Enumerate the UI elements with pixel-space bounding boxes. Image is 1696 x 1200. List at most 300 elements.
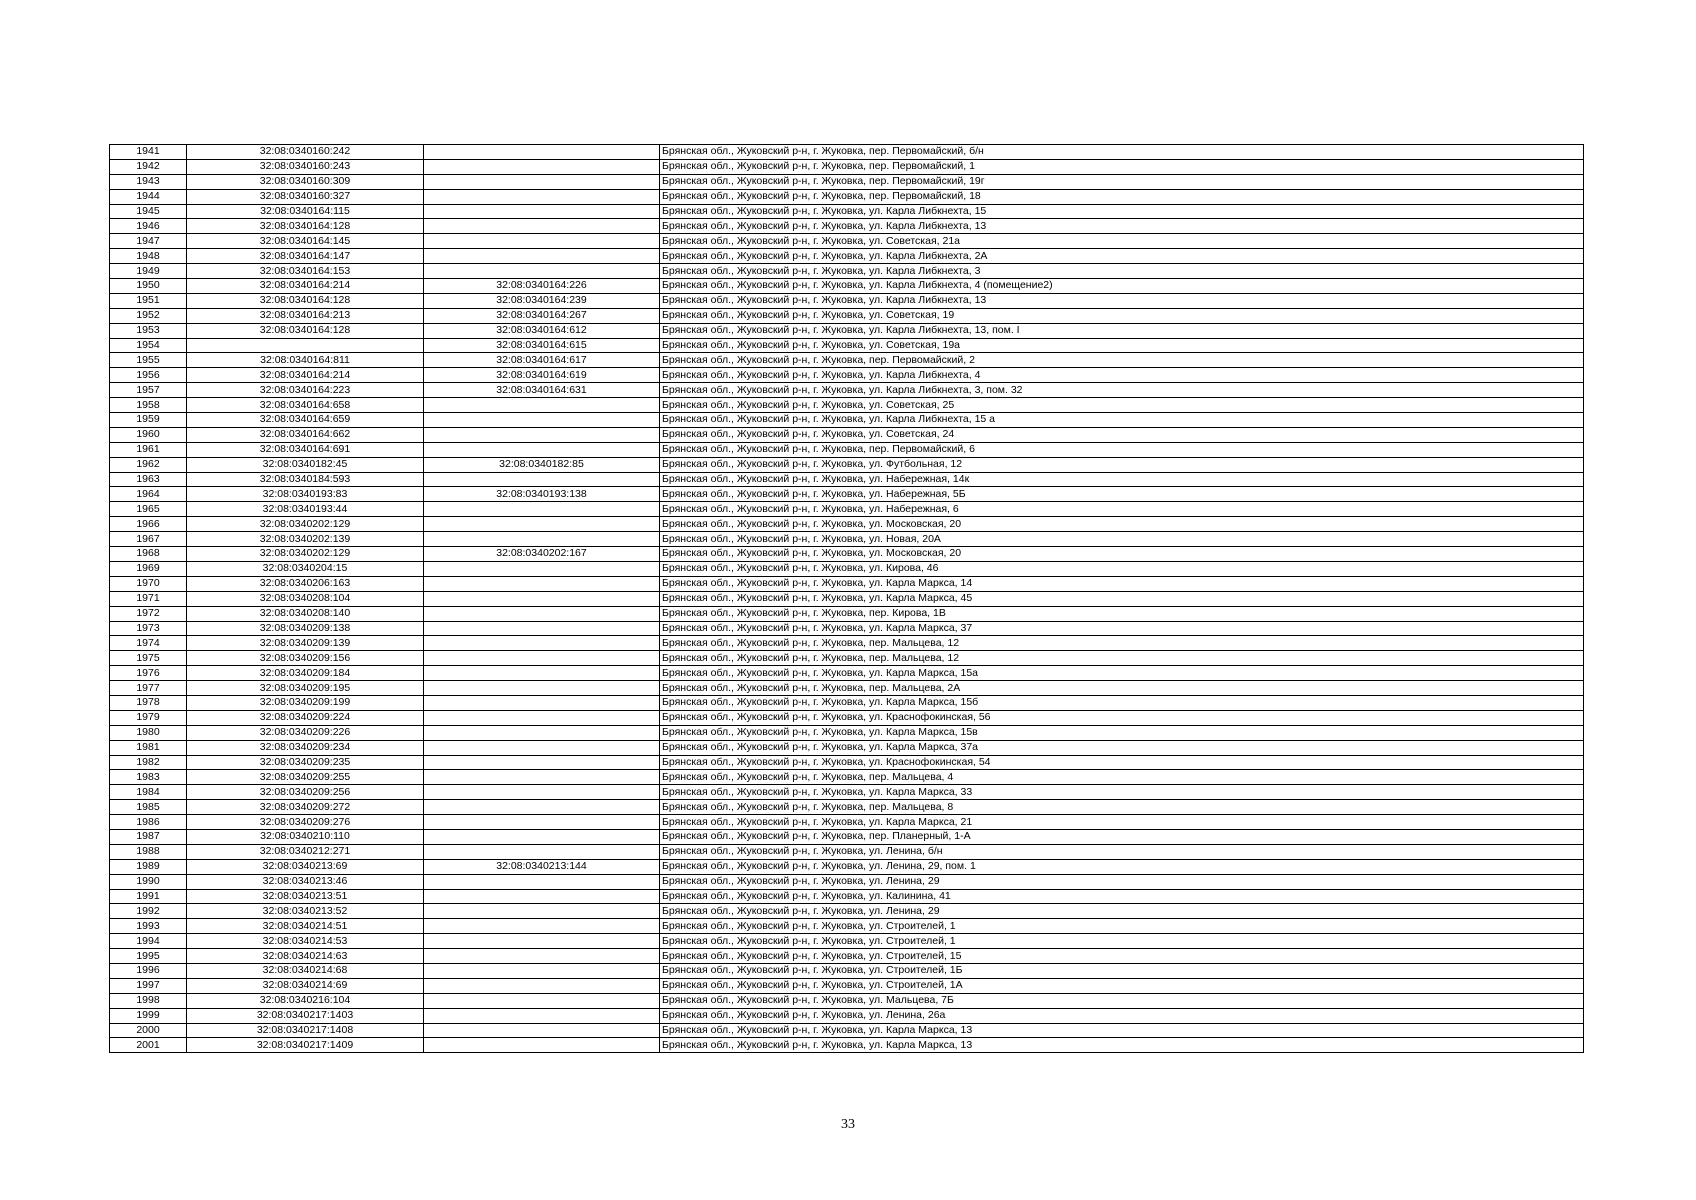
object-cadastral-number-cell: 32:08:0340193:138	[424, 487, 660, 502]
cadastral-number-cell: 32:08:0340209:199	[187, 695, 424, 710]
cadastral-number-cell: 32:08:0340164:691	[187, 442, 424, 457]
row-number-cell: 1957	[110, 383, 187, 398]
row-number-cell: 1969	[110, 561, 187, 576]
cadastral-number-cell: 32:08:0340206:163	[187, 576, 424, 591]
address-cell: Брянская обл., Жуковский р-н, г. Жуковка, ул. Карла Маркса, 37а	[660, 740, 1584, 755]
address-cell: Брянская обл., Жуковский р-н, г. Жуковка, ул. Кирова, 46	[660, 561, 1584, 576]
object-cadastral-number-cell	[424, 621, 660, 636]
table-row	[110, 755, 1584, 770]
row-number-cell: 1962	[110, 457, 187, 472]
address-cell: Брянская обл., Жуковский р-н, г. Жуковка, ул. Краснофокинская, 56	[660, 710, 1584, 725]
cadastral-number-cell: 32:08:0340217:1408	[187, 1023, 424, 1038]
address-cell: Брянская обл., Жуковский р-н, г. Жуковка, ул. Ленина, 29	[660, 904, 1584, 919]
object-cadastral-number-cell	[424, 442, 660, 457]
table-row	[110, 561, 1584, 576]
cadastral-number-cell: 32:08:0340212:271	[187, 844, 424, 859]
address-cell: Брянская обл., Жуковский р-н, г. Жуковка, ул. Карла Либкнехта, 4 (помещение2)	[660, 279, 1584, 294]
address-cell: Брянская обл., Жуковский р-н, г. Жуковка, ул. Карла Маркса, 14	[660, 576, 1584, 591]
address-cell: Брянская обл., Жуковский р-н, г. Жуковка, пер. Кирова, 1В	[660, 606, 1584, 621]
table-row	[110, 219, 1584, 234]
row-number-cell: 1997	[110, 978, 187, 993]
row-number-cell: 1980	[110, 725, 187, 740]
object-cadastral-number-cell: 32:08:0340213:144	[424, 859, 660, 874]
table-row	[110, 949, 1584, 964]
table-row	[110, 383, 1584, 398]
table-row	[110, 442, 1584, 457]
row-number-cell: 1949	[110, 264, 187, 279]
row-number-cell: 1990	[110, 874, 187, 889]
row-number-cell: 1987	[110, 829, 187, 844]
table-row	[110, 800, 1584, 815]
row-number-cell: 1995	[110, 949, 187, 964]
cadastral-number-cell: 32:08:0340164:659	[187, 413, 424, 428]
object-cadastral-number-cell	[424, 1008, 660, 1023]
cadastral-number-cell: 32:08:0340209:226	[187, 725, 424, 740]
address-cell: Брянская обл., Жуковский р-н, г. Жуковка, пер. Мальцева, 4	[660, 770, 1584, 785]
cadastral-number-cell: 32:08:0340214:53	[187, 934, 424, 949]
table-row	[110, 413, 1584, 428]
table-row	[110, 695, 1584, 710]
cadastral-number-cell: 32:08:0340209:234	[187, 740, 424, 755]
object-cadastral-number-cell: 32:08:0340164:617	[424, 353, 660, 368]
address-cell: Брянская обл., Жуковский р-н, г. Жуковка, пер. Первомайский, 19г	[660, 174, 1584, 189]
address-cell: Брянская обл., Жуковский р-н, г. Жуковка, пер. Мальцева, 12	[660, 636, 1584, 651]
cadastral-number-cell: 32:08:0340209:235	[187, 755, 424, 770]
cadastral-number-cell: 32:08:0340213:51	[187, 889, 424, 904]
row-number-cell: 1950	[110, 279, 187, 294]
object-cadastral-number-cell	[424, 159, 660, 174]
object-cadastral-number-cell	[424, 1023, 660, 1038]
table-row	[110, 547, 1584, 562]
cadastral-number-cell: 32:08:0340164:128	[187, 293, 424, 308]
object-cadastral-number-cell: 32:08:0340202:167	[424, 547, 660, 562]
cadastral-number-cell: 32:08:0340160:309	[187, 174, 424, 189]
object-cadastral-number-cell	[424, 874, 660, 889]
cadastral-number-cell: 32:08:0340164:153	[187, 264, 424, 279]
address-cell: Брянская обл., Жуковский р-н, г. Жуковка, ул. Советская, 19а	[660, 338, 1584, 353]
cadastral-number-cell: 32:08:0340160:327	[187, 189, 424, 204]
cadastral-number-cell: 32:08:0340209:255	[187, 770, 424, 785]
table-row	[110, 502, 1584, 517]
cadastral-number-cell: 32:08:0340164:811	[187, 353, 424, 368]
object-cadastral-number-cell	[424, 725, 660, 740]
object-cadastral-number-cell	[424, 145, 660, 160]
address-cell: Брянская обл., Жуковский р-н, г. Жуковка, пер. Мальцева, 8	[660, 800, 1584, 815]
address-cell: Брянская обл., Жуковский р-н, г. Жуковка, ул. Карла Маркса, 13	[660, 1023, 1584, 1038]
row-number-cell: 1965	[110, 502, 187, 517]
address-cell: Брянская обл., Жуковский р-н, г. Жуковка, ул. Карла Либкнехта, 4	[660, 368, 1584, 383]
address-cell: Брянская обл., Жуковский р-н, г. Жуковка, ул. Ленина, 26а	[660, 1008, 1584, 1023]
row-number-cell: 1996	[110, 963, 187, 978]
object-cadastral-number-cell	[424, 398, 660, 413]
cadastral-number-cell: 32:08:0340202:139	[187, 532, 424, 547]
table-row	[110, 666, 1584, 681]
row-number-cell: 1970	[110, 576, 187, 591]
table-row	[110, 621, 1584, 636]
object-cadastral-number-cell	[424, 1038, 660, 1053]
table-row	[110, 904, 1584, 919]
address-cell: Брянская обл., Жуковский р-н, г. Жуковка, пер. Планерный, 1-А	[660, 829, 1584, 844]
address-cell: Брянская обл., Жуковский р-н, г. Жуковка, ул. Карла Маркса, 33	[660, 785, 1584, 800]
object-cadastral-number-cell	[424, 636, 660, 651]
row-number-cell: 1974	[110, 636, 187, 651]
address-cell: Брянская обл., Жуковский р-н, г. Жуковка, ул. Карла Либкнехта, 15 а	[660, 413, 1584, 428]
table-row	[110, 681, 1584, 696]
address-cell: Брянская обл., Жуковский р-н, г. Жуковка, пер. Мальцева, 12	[660, 651, 1584, 666]
address-cell: Брянская обл., Жуковский р-н, г. Жуковка, ул. Карла Маркса, 13	[660, 1038, 1584, 1053]
object-cadastral-number-cell	[424, 606, 660, 621]
row-number-cell: 1968	[110, 547, 187, 562]
object-cadastral-number-cell: 32:08:0340164:619	[424, 368, 660, 383]
row-number-cell: 1967	[110, 532, 187, 547]
cadastral-number-cell: 32:08:0340164:128	[187, 323, 424, 338]
table-row	[110, 427, 1584, 442]
row-number-cell: 1973	[110, 621, 187, 636]
object-cadastral-number-cell	[424, 234, 660, 249]
address-cell: Брянская обл., Жуковский р-н, г. Жуковка, пер. Первомайский, б/н	[660, 145, 1584, 160]
cadastral-number-cell: 32:08:0340217:1403	[187, 1008, 424, 1023]
address-cell: Брянская обл., Жуковский р-н, г. Жуковка, ул. Московская, 20	[660, 547, 1584, 562]
object-cadastral-number-cell	[424, 963, 660, 978]
table-row	[110, 457, 1584, 472]
table-row	[110, 785, 1584, 800]
object-cadastral-number-cell: 32:08:0340164:612	[424, 323, 660, 338]
address-cell: Брянская обл., Жуковский р-н, г. Жуковка, ул. Мальцева, 7Б	[660, 993, 1584, 1008]
cadastral-number-cell: 32:08:0340209:224	[187, 710, 424, 725]
row-number-cell: 1943	[110, 174, 187, 189]
cadastral-number-cell: 32:08:0340214:68	[187, 963, 424, 978]
cadastral-number-cell: 32:08:0340209:256	[187, 785, 424, 800]
object-cadastral-number-cell	[424, 844, 660, 859]
table-row	[110, 889, 1584, 904]
object-cadastral-number-cell	[424, 740, 660, 755]
row-number-cell: 1954	[110, 338, 187, 353]
cadastral-number-cell: 32:08:0340164:214	[187, 368, 424, 383]
object-cadastral-number-cell	[424, 651, 660, 666]
table-row	[110, 934, 1584, 949]
table-row	[110, 189, 1584, 204]
object-cadastral-number-cell	[424, 264, 660, 279]
table-row	[110, 472, 1584, 487]
table-body	[110, 145, 1584, 1053]
table-row	[110, 338, 1584, 353]
address-cell: Брянская обл., Жуковский р-н, г. Жуковка, ул. Строителей, 1Б	[660, 963, 1584, 978]
row-number-cell: 1960	[110, 427, 187, 442]
row-number-cell: 1944	[110, 189, 187, 204]
table-row	[110, 368, 1584, 383]
object-cadastral-number-cell: 32:08:0340182:85	[424, 457, 660, 472]
address-cell: Брянская обл., Жуковский р-н, г. Жуковка, ул. Строителей, 15	[660, 949, 1584, 964]
table-row	[110, 204, 1584, 219]
cadastral-number-cell: 32:08:0340193:83	[187, 487, 424, 502]
object-cadastral-number-cell	[424, 934, 660, 949]
cadastral-number-cell: 32:08:0340202:129	[187, 517, 424, 532]
table-row	[110, 815, 1584, 830]
table-row	[110, 1038, 1584, 1053]
address-cell: Брянская обл., Жуковский р-н, г. Жуковка, ул. Карла Маркса, 37	[660, 621, 1584, 636]
table-row	[110, 651, 1584, 666]
address-cell: Брянская обл., Жуковский р-н, г. Жуковка, ул. Набережная, 5Б	[660, 487, 1584, 502]
object-cadastral-number-cell	[424, 189, 660, 204]
table-row	[110, 829, 1584, 844]
page-number: 33	[841, 1117, 855, 1132]
cadastral-number-cell: 32:08:0340193:44	[187, 502, 424, 517]
address-cell: Брянская обл., Жуковский р-н, г. Жуковка, ул. Карла Либкнехта, 13	[660, 219, 1584, 234]
row-number-cell: 1947	[110, 234, 187, 249]
address-cell: Брянская обл., Жуковский р-н, г. Жуковка, ул. Карла Либкнехта, 13, пом. I	[660, 323, 1584, 338]
row-number-cell: 1979	[110, 710, 187, 725]
cadastral-number-cell: 32:08:0340164:115	[187, 204, 424, 219]
row-number-cell: 1992	[110, 904, 187, 919]
table-row	[110, 963, 1584, 978]
address-cell: Брянская обл., Жуковский р-н, г. Жуковка, пер. Первомайский, 1	[660, 159, 1584, 174]
address-cell: Брянская обл., Жуковский р-н, г. Жуковка, пер. Мальцева, 2А	[660, 681, 1584, 696]
address-cell: Брянская обл., Жуковский р-н, г. Жуковка, ул. Советская, 24	[660, 427, 1584, 442]
row-number-cell: 1994	[110, 934, 187, 949]
address-cell: Брянская обл., Жуковский р-н, г. Жуковка, ул. Карла Маркса, 15а	[660, 666, 1584, 681]
cadastral-number-cell: 32:08:0340209:272	[187, 800, 424, 815]
address-cell: Брянская обл., Жуковский р-н, г. Жуковка, ул. Советская, 19	[660, 308, 1584, 323]
cadastral-number-cell: 32:08:0340209:156	[187, 651, 424, 666]
table-row	[110, 874, 1584, 889]
object-cadastral-number-cell	[424, 889, 660, 904]
cadastral-number-cell: 32:08:0340214:51	[187, 919, 424, 934]
address-cell: Брянская обл., Жуковский р-н, г. Жуковка, ул. Футбольная, 12	[660, 457, 1584, 472]
address-cell: Брянская обл., Жуковский р-н, г. Жуковка, ул. Советская, 25	[660, 398, 1584, 413]
address-cell: Брянская обл., Жуковский р-н, г. Жуковка, ул. Советская, 21а	[660, 234, 1584, 249]
row-number-cell: 1942	[110, 159, 187, 174]
cadastral-number-cell: 32:08:0340208:104	[187, 591, 424, 606]
table-row	[110, 740, 1584, 755]
row-number-cell: 1958	[110, 398, 187, 413]
row-number-cell: 1953	[110, 323, 187, 338]
cadastral-number-cell: 32:08:0340209:276	[187, 815, 424, 830]
address-cell: Брянская обл., Жуковский р-н, г. Жуковка, ул. Краснофокинская, 54	[660, 755, 1584, 770]
cadastral-number-cell: 32:08:0340214:63	[187, 949, 424, 964]
cadastral-number-cell: 32:08:0340208:140	[187, 606, 424, 621]
cadastral-number-cell: 32:08:0340217:1409	[187, 1038, 424, 1053]
table-row	[110, 174, 1584, 189]
object-cadastral-number-cell	[424, 978, 660, 993]
cadastral-number-cell: 32:08:0340209:195	[187, 681, 424, 696]
table-row	[110, 279, 1584, 294]
row-number-cell: 1989	[110, 859, 187, 874]
object-cadastral-number-cell	[424, 174, 660, 189]
table-row	[110, 234, 1584, 249]
cadastral-number-cell: 32:08:0340213:46	[187, 874, 424, 889]
cadastral-number-cell: 32:08:0340202:129	[187, 547, 424, 562]
row-number-cell: 1993	[110, 919, 187, 934]
address-cell: Брянская обл., Жуковский р-н, г. Жуковка, ул. Карла Маркса, 45	[660, 591, 1584, 606]
address-cell: Брянская обл., Жуковский р-н, г. Жуковка, ул. Ленина, б/н	[660, 844, 1584, 859]
row-number-cell: 1986	[110, 815, 187, 830]
row-number-cell: 1981	[110, 740, 187, 755]
object-cadastral-number-cell	[424, 770, 660, 785]
cadastral-number-cell: 32:08:0340164:145	[187, 234, 424, 249]
row-number-cell: 1941	[110, 145, 187, 160]
address-cell: Брянская обл., Жуковский р-н, г. Жуковка, ул. Карла Маркса, 21	[660, 815, 1584, 830]
cadastral-number-cell: 32:08:0340209:184	[187, 666, 424, 681]
table-row	[110, 293, 1584, 308]
address-cell: Брянская обл., Жуковский р-н, г. Жуковка, ул. Строителей, 1А	[660, 978, 1584, 993]
table-row	[110, 532, 1584, 547]
table-row	[110, 264, 1584, 279]
cadastral-number-cell: 32:08:0340164:658	[187, 398, 424, 413]
object-cadastral-number-cell	[424, 785, 660, 800]
object-cadastral-number-cell: 32:08:0340164:615	[424, 338, 660, 353]
object-cadastral-number-cell	[424, 517, 660, 532]
address-cell: Брянская обл., Жуковский р-н, г. Жуковка, пер. Первомайский, 18	[660, 189, 1584, 204]
row-number-cell: 1948	[110, 249, 187, 264]
table-row	[110, 978, 1584, 993]
address-cell: Брянская обл., Жуковский р-н, г. Жуковка, ул. Карла Либкнехта, 15	[660, 204, 1584, 219]
row-number-cell: 1945	[110, 204, 187, 219]
cadastral-number-cell: 32:08:0340210:110	[187, 829, 424, 844]
address-cell: Брянская обл., Жуковский р-н, г. Жуковка, ул. Ленина, 29, пом. 1	[660, 859, 1584, 874]
cadastral-number-cell: 32:08:0340209:138	[187, 621, 424, 636]
table-row	[110, 710, 1584, 725]
object-cadastral-number-cell	[424, 413, 660, 428]
address-cell: Брянская обл., Жуковский р-н, г. Жуковка, ул. Новая, 20А	[660, 532, 1584, 547]
cadastral-number-cell: 32:08:0340214:69	[187, 978, 424, 993]
address-cell: Брянская обл., Жуковский р-н, г. Жуковка, ул. Карла Либкнехта, 3, пом. 32	[660, 383, 1584, 398]
address-cell: Брянская обл., Жуковский р-н, г. Жуковка, ул. Калинина, 41	[660, 889, 1584, 904]
table-row	[110, 576, 1584, 591]
object-cadastral-number-cell	[424, 815, 660, 830]
object-cadastral-number-cell	[424, 755, 660, 770]
row-number-cell: 1961	[110, 442, 187, 457]
cadastral-number-cell: 32:08:0340184:593	[187, 472, 424, 487]
address-cell: Брянская обл., Жуковский р-н, г. Жуковка, ул. Карла Либкнехта, 3	[660, 264, 1584, 279]
object-cadastral-number-cell	[424, 532, 660, 547]
row-number-cell: 1951	[110, 293, 187, 308]
object-cadastral-number-cell	[424, 576, 660, 591]
table-row	[110, 770, 1584, 785]
address-cell: Брянская обл., Жуковский р-н, г. Жуковка, ул. Набережная, 14к	[660, 472, 1584, 487]
table-row	[110, 1008, 1584, 1023]
object-cadastral-number-cell	[424, 904, 660, 919]
table-row	[110, 844, 1584, 859]
object-cadastral-number-cell	[424, 695, 660, 710]
address-cell: Брянская обл., Жуковский р-н, г. Жуковка, ул. Карла Маркса, 15в	[660, 725, 1584, 740]
table-row	[110, 591, 1584, 606]
table-row	[110, 487, 1584, 502]
cadastral-number-cell: 32:08:0340182:45	[187, 457, 424, 472]
row-number-cell: 1952	[110, 308, 187, 323]
cadastral-number-cell: 32:08:0340213:52	[187, 904, 424, 919]
cadastral-number-cell: 32:08:0340204:15	[187, 561, 424, 576]
address-cell: Брянская обл., Жуковский р-н, г. Жуковка, пер. Первомайский, 6	[660, 442, 1584, 457]
row-number-cell: 1955	[110, 353, 187, 368]
address-cell: Брянская обл., Жуковский р-н, г. Жуковка, пер. Первомайский, 2	[660, 353, 1584, 368]
table-row	[110, 308, 1584, 323]
cadastral-number-cell: 32:08:0340216:104	[187, 993, 424, 1008]
address-cell: Брянская обл., Жуковский р-н, г. Жуковка, ул. Набережная, 6	[660, 502, 1584, 517]
row-number-cell: 1964	[110, 487, 187, 502]
cadastral-number-cell: 32:08:0340164:128	[187, 219, 424, 234]
row-number-cell: 1966	[110, 517, 187, 532]
object-cadastral-number-cell	[424, 219, 660, 234]
table-row	[110, 725, 1584, 740]
row-number-cell: 1975	[110, 651, 187, 666]
object-cadastral-number-cell	[424, 561, 660, 576]
row-number-cell: 1991	[110, 889, 187, 904]
object-cadastral-number-cell: 32:08:0340164:239	[424, 293, 660, 308]
row-number-cell: 1956	[110, 368, 187, 383]
address-cell: Брянская обл., Жуковский р-н, г. Жуковка, ул. Строителей, 1	[660, 919, 1584, 934]
object-cadastral-number-cell	[424, 829, 660, 844]
row-number-cell: 1972	[110, 606, 187, 621]
row-number-cell: 1959	[110, 413, 187, 428]
address-cell: Брянская обл., Жуковский р-н, г. Жуковка, ул. Карла Либкнехта, 13	[660, 293, 1584, 308]
table-row	[110, 859, 1584, 874]
object-cadastral-number-cell	[424, 591, 660, 606]
cadastral-number-cell: 32:08:0340213:69	[187, 859, 424, 874]
cadastral-number-cell: 32:08:0340160:243	[187, 159, 424, 174]
table-row	[110, 1023, 1584, 1038]
table-row	[110, 353, 1584, 368]
row-number-cell: 2001	[110, 1038, 187, 1053]
table-row	[110, 517, 1584, 532]
row-number-cell: 1983	[110, 770, 187, 785]
row-number-cell: 1963	[110, 472, 187, 487]
table-row	[110, 606, 1584, 621]
table-row	[110, 159, 1584, 174]
object-cadastral-number-cell	[424, 502, 660, 517]
cadastral-number-cell: 32:08:0340209:139	[187, 636, 424, 651]
object-cadastral-number-cell	[424, 681, 660, 696]
address-cell: Брянская обл., Жуковский р-н, г. Жуковка, ул. Карла Маркса, 15б	[660, 695, 1584, 710]
cadastral-number-cell	[187, 338, 424, 353]
object-cadastral-number-cell	[424, 666, 660, 681]
address-cell: Брянская обл., Жуковский р-н, г. Жуковка, ул. Московская, 20	[660, 517, 1584, 532]
table-row	[110, 636, 1584, 651]
row-number-cell: 1982	[110, 755, 187, 770]
row-number-cell: 1978	[110, 695, 187, 710]
object-cadastral-number-cell	[424, 204, 660, 219]
cadastral-number-cell: 32:08:0340160:242	[187, 145, 424, 160]
table-row	[110, 145, 1584, 160]
cadastral-number-cell: 32:08:0340164:662	[187, 427, 424, 442]
object-cadastral-number-cell	[424, 949, 660, 964]
object-cadastral-number-cell	[424, 249, 660, 264]
object-cadastral-number-cell	[424, 993, 660, 1008]
table-row	[110, 919, 1584, 934]
address-cell: Брянская обл., Жуковский р-н, г. Жуковка, ул. Карла Либкнехта, 2А	[660, 249, 1584, 264]
row-number-cell: 2000	[110, 1023, 187, 1038]
object-cadastral-number-cell	[424, 472, 660, 487]
row-number-cell: 1984	[110, 785, 187, 800]
object-cadastral-number-cell: 32:08:0340164:267	[424, 308, 660, 323]
row-number-cell: 1971	[110, 591, 187, 606]
cadastral-number-cell: 32:08:0340164:214	[187, 279, 424, 294]
property-table	[109, 144, 1584, 1053]
object-cadastral-number-cell	[424, 710, 660, 725]
object-cadastral-number-cell: 32:08:0340164:631	[424, 383, 660, 398]
row-number-cell: 1977	[110, 681, 187, 696]
table-row	[110, 993, 1584, 1008]
object-cadastral-number-cell	[424, 800, 660, 815]
row-number-cell: 1999	[110, 1008, 187, 1023]
cadastral-number-cell: 32:08:0340164:223	[187, 383, 424, 398]
table-row	[110, 398, 1584, 413]
object-cadastral-number-cell	[424, 919, 660, 934]
cadastral-number-cell: 32:08:0340164:213	[187, 308, 424, 323]
row-number-cell: 1988	[110, 844, 187, 859]
row-number-cell: 1976	[110, 666, 187, 681]
cadastral-number-cell: 32:08:0340164:147	[187, 249, 424, 264]
object-cadastral-number-cell: 32:08:0340164:226	[424, 279, 660, 294]
